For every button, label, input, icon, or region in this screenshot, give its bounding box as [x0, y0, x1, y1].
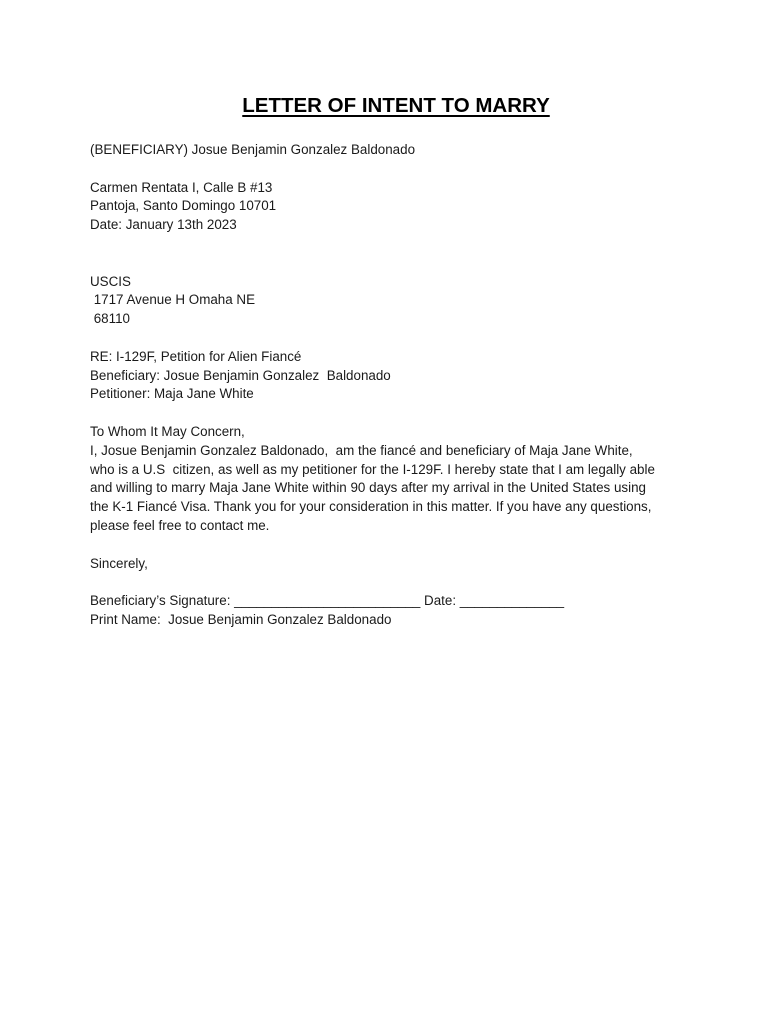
body-line: I, Josue Benjamin Gonzalez Baldonado, am the fiancé and beneficiary of Maja Jane White, — [90, 442, 633, 458]
re-petitioner: Petitioner: Maja Jane White — [90, 386, 254, 402]
letter-date: Date: January 13th 2023 — [90, 217, 237, 233]
sender-address — [90, 179, 690, 235]
spacer — [90, 329, 690, 348]
closing: Sincerely, — [90, 555, 148, 571]
body-line: please feel free to contact me. — [90, 517, 270, 533]
beneficiary-line: (BENEFICIARY) Josue Benjamin Gonzalez Baldonado — [90, 142, 416, 157]
spacer — [90, 160, 690, 179]
recipient-address — [90, 273, 690, 329]
body-line: the K-1 Fiancé Visa. Thank you for your consideration in this matter. If you have any questions, — [90, 499, 652, 515]
spacer — [90, 235, 690, 273]
spacer — [90, 404, 690, 423]
body-line: who is a U.S citizen, as well as my petitioner for the I-129F. I hereby state that I am legally able — [90, 461, 655, 477]
body-line: and willing to marry Maja Jane White within 90 days after my arrival in the United States using — [90, 480, 646, 496]
body-paragraph — [90, 442, 690, 536]
recipient-zip: 68110 — [90, 311, 130, 327]
re-subject: RE: I-129F, Petition for Alien Fiancé — [90, 348, 302, 364]
recipient-name: USCIS — [90, 273, 131, 289]
sender-address-line: Pantoja, Santo Domingo 10701 — [90, 198, 277, 214]
signature-line: Beneficiary’s Signature: _________________________ Date: ______________ — [90, 593, 565, 609]
letter-body — [90, 141, 690, 630]
re-beneficiary: Beneficiary: Josue Benjamin Gonzalez Baldonado — [90, 367, 391, 383]
print-name-line: Print Name: Josue Benjamin Gonzalez Baldonado — [90, 611, 392, 627]
spacer — [90, 573, 690, 592]
sender-address-line: Carmen Rentata I, Calle B #13 — [90, 179, 273, 195]
salutation: To Whom It May Concern, — [90, 423, 245, 439]
recipient-address-line: 1717 Avenue H Omaha NE — [90, 292, 256, 308]
spacer — [90, 536, 690, 555]
letter-title: LETTER OF INTENT TO MARRY — [242, 94, 550, 117]
re-block — [90, 348, 690, 404]
